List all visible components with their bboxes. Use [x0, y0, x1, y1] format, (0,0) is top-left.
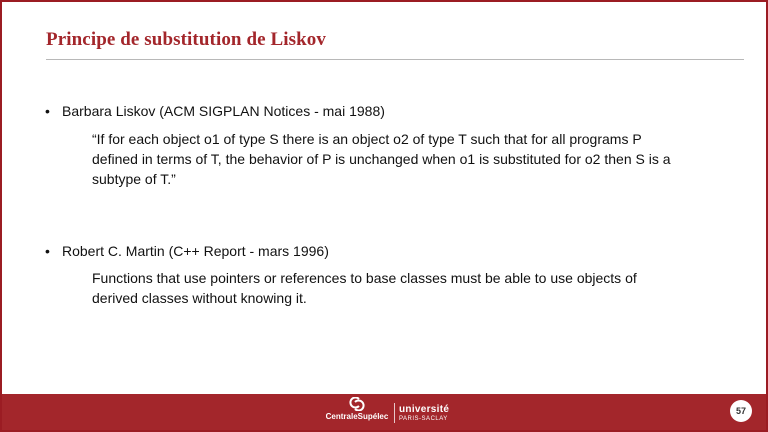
centralesupelec-logo-icon — [347, 397, 367, 411]
quote-line: “If for each object o1 of type S there is an object o2 of type T such that for all programs P — [92, 131, 642, 147]
quote-martin — [92, 268, 742, 308]
bullet-dot: • — [45, 243, 50, 259]
bullet-liskov — [45, 103, 385, 119]
universite-paris-saclay-logo — [399, 404, 449, 423]
bullet-heading: Robert C. Martin (C++ Report - mars 1996) — [62, 243, 329, 259]
quote-line: Functions that use pointers or references to base classes must be able to use objects of — [92, 270, 637, 286]
quote-line: subtype of T.” — [92, 171, 176, 187]
title-divider — [46, 59, 744, 60]
universite-text: université — [399, 404, 450, 415]
bullet-heading: Barbara Liskov (ACM SIGPLAN Notices - mai 1988) — [62, 103, 385, 119]
slide-title: Principe de substitution de Liskov — [46, 29, 327, 50]
page-number-badge: 57 — [730, 400, 752, 422]
paris-saclay-text: PARIS-SACLAY — [399, 416, 448, 422]
footer-bar — [2, 394, 766, 430]
quote-line: derived classes without knowing it. — [92, 290, 307, 306]
quote-liskov — [92, 129, 742, 189]
quote-line: defined in terms of T, the behavior of P is unchanged when o1 is substituted for o2 then S is a — [92, 151, 671, 167]
centralesupelec-logo — [324, 397, 390, 421]
bullet-dot: • — [45, 103, 50, 119]
bullet-martin — [45, 243, 329, 259]
logo-separator — [394, 403, 395, 423]
centralesupelec-logo-text: CentraleSupélec — [325, 412, 389, 421]
